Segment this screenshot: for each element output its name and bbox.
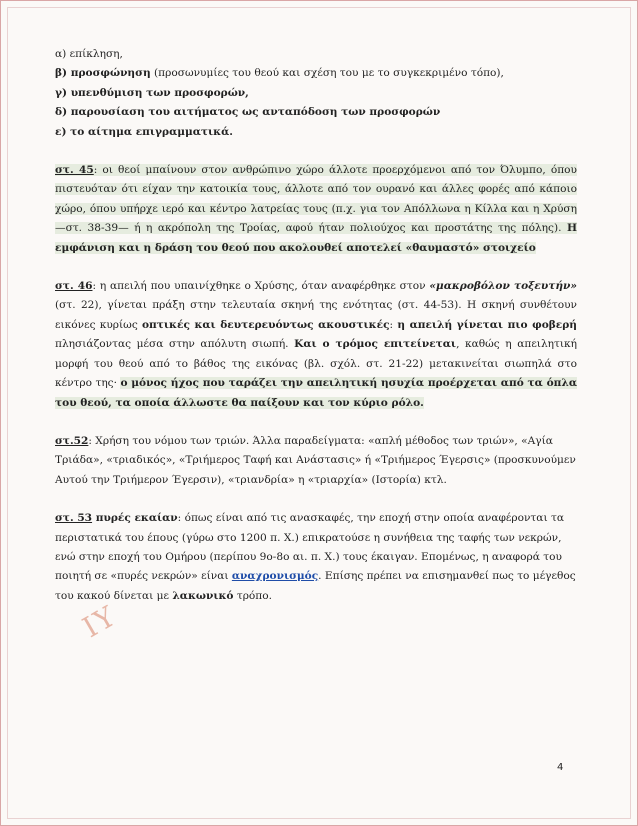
paragraph-v45 [55,161,577,258]
handwritten-mark: IY [76,598,123,645]
verse-ref-45: στ. 45 [55,164,94,177]
v46-text-2: (στ. 22), γίνεται πράξη στην τελευταία σκηνή της ενότητας (στ. 44-53). Η σκηνή συνθέτουν εικόνες κυρίως [55,299,577,331]
v46-bold-3: η απειλή γίνεται πιο φοβερή [397,318,577,331]
v46-bold-4: Και ο τρόμος επιτείνεται [294,338,457,351]
v46-text-4: πλησιάζοντας μέσα στην απόλυτη σιωπή. [55,338,295,351]
v53-text-1: : όπως είναι από τις ανασκαφές, την εποχή στην οποία αναφέρονται τα περιστατικά του έπους (γύρω στο 1200 π. Χ.) επικρατούσε η συνήθεια της ταφής των νεκρών, ενώ στην εποχή του Ομήρου (περίπου 9ο-8ο αι. π. Χ.) τους έκαιγαν. Επομένως, η αναφορά του ποιητή σε «πυρές νεκρών» είναι [55,512,564,583]
v45-bold: Η εμφάνιση και η δράση του θεού που ακολουθεί αποτελεί «θαυμαστό» στοιχείο [55,222,577,254]
paragraph-v46 [55,277,577,413]
verse-ref-52: στ.52 [55,434,89,447]
v53-bold-2: λακωνικό [172,589,234,602]
v46-bold-5: ο μόνος ήχος που ταράζει την απειλητική ησυχία προέρχεται από τα όπλα του θεού, τα οποία άλλωστε θα παίξουν και τον κύριο ρόλο. [55,377,577,409]
list-item-c: γ) υπενθύμιση των προσφορών, [55,86,249,99]
list-item-a: α) επίκληση, [55,48,123,60]
v46-text-1: : η απειλή που υπαινίχθηκε ο Χρύσης, όταν αναφέρθηκε στον [92,280,430,293]
verse-ref-46: στ. 46 [55,280,93,293]
v45-text: : οι θεοί μπαίνουν στον ανθρώπινο χώρο άλλοτε προερχόμενοι από τον Όλυμπο, όπου πιστευόταν ότι είχαν την κατοικία τους, άλλοτε από τον ουρανό και άλλες φορές από κάποιο χώρο, όπου υπήρχε ιερό και κέντρο λατρείας τους (π.χ. για τον Απόλλωνα η Κίλλα και η Χρύση —στ. 38-39— ή η ακρόπολη της Τροίας, αφού ήταν πολιούχος και προστάτης της πόλης). [55,164,577,235]
v46-text-3: : [389,318,398,331]
list-item-b [55,64,577,83]
v46-quote: «μακροβόλον τοξευτήν» [429,280,577,293]
paragraph-v52 [55,432,577,490]
v52-text: : Χρήση του νόμου των τριών. Άλλα παραδείγματα: «απλή μέθοδος των τριών», «Αγία Τριάδα», «τριαδικός», «Τριήμερος Ταφή και Ανάστασις» ή «Τριήμερος Έγερσις» (προσκυνούμεν Αυτού την Τριήμερον Έγερσιν), «τριανδρία» η «τριαρχία» (Ιστορία) κτλ. [55,434,576,486]
v53-text-2: . Επίσης πρέπει να επισημανθεί πως το μέγεθος του κακού δίνεται με [55,570,576,602]
verse-ref-53: στ. 53 [55,512,93,525]
v46-bold-2: οπτικές και δευτερευόντως ακουστικές [141,318,390,331]
paragraph-v53 [55,509,577,606]
list-item-e: ε) το αίτημα επιγραμματικά. [55,125,233,138]
v53-text-3: τρόπο. [233,589,273,602]
v53-bold-1: πυρές εκαίαν [92,512,178,525]
list-item-b-bold: β) προσφώνηση [55,67,151,80]
list-item-d: δ) παρουσίαση του αιτήματος ως ανταπόδοση των προσφορών [55,106,441,119]
list-item-b-rest: (προσωνυμίες του θεού και σχέση του με το συγκεκριμένο τόπο), [150,67,504,80]
page-number: 4 [557,762,564,773]
document-body [55,45,577,606]
v46-text-5: , καθώς η απειλητική μορφή του θεού από το βάθος της εικόνας (βλ. σχόλ. στ. 21-22) μετακινείται σιωπηλά στο κέντρο της· [55,338,578,390]
anachronism-link[interactable]: αναχρονισμός [231,570,319,583]
